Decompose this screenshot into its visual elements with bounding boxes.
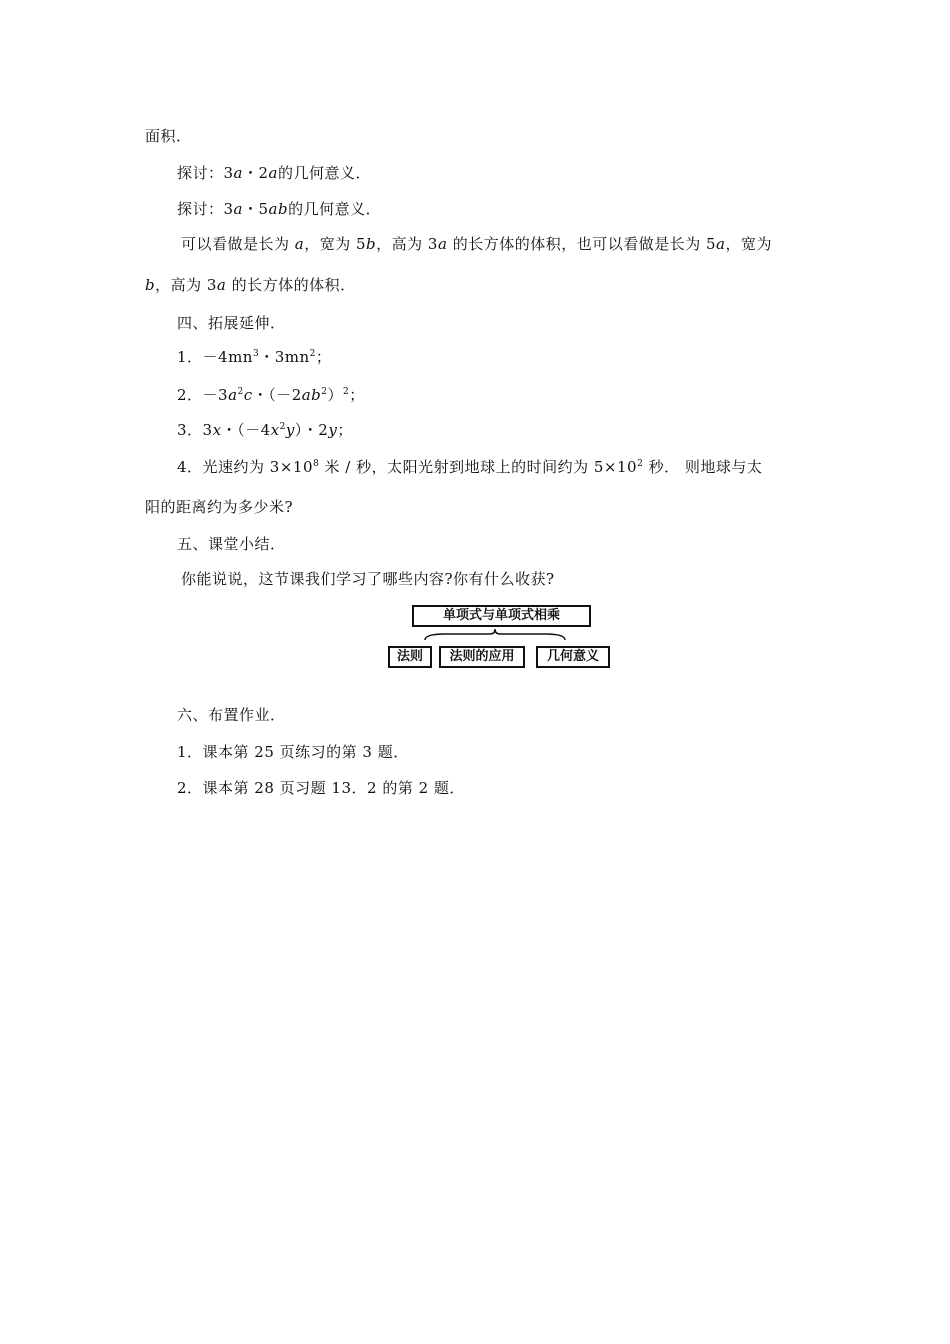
text-line-area: 面积．: [145, 127, 192, 145]
homework-item-2: 2．课本第 28 页习题 13．2 的第 2 题．: [177, 779, 465, 797]
text-line-explore-3a-5ab: 探讨：3a・5ab的几何意义．: [177, 200, 382, 218]
section-heading-summary: 五、课堂小结．: [177, 535, 286, 553]
exercise-3: 3．3x・$(-4x^2y)$・2y；: [177, 421, 353, 439]
diagram-child-application: 法则的应用: [439, 646, 525, 668]
text-line-volume-explanation-cont: b，高为 3a 的长方体的体积．: [145, 276, 356, 294]
diagram-root-box: 单项式与单项式相乘: [412, 605, 591, 627]
summary-concept-diagram: [385, 600, 605, 670]
diagram-child-geometry: 几何意义: [536, 646, 610, 668]
section-heading-homework: 六、布置作业．: [177, 706, 286, 724]
exercise-4: 4．光速约为 $3\times 10^8$ 米 / 秒，太阳光射到地球上的时间约为 $5\times 10^2$ 秒． 则地球与太: [177, 458, 763, 476]
diagram-child-rule: 法则: [388, 646, 432, 668]
section-heading-extension: 四、拓展延伸．: [177, 314, 286, 332]
exercise-4-cont: 阳的距离约为多少米?: [145, 498, 294, 516]
text-line-explore-3a-2a: 探讨：3a・2a的几何意义．: [177, 164, 372, 182]
summary-question: 你能说说，这节课我们学习了哪些内容?你有什么收获?: [181, 570, 555, 588]
homework-item-1: 1．课本第 25 页练习的第 3 题．: [177, 743, 409, 761]
diagram-brace: [385, 626, 605, 646]
exercise-1: 1．$-4mn^3$・$3mn^2$；: [177, 348, 332, 366]
exercise-2: 2．$-3a^2c$・$(-2ab^2)^2$；: [177, 386, 365, 404]
text-line-volume-explanation: 可以看做是长为 a，宽为 5b，高为 3a 的长方体的体积，也可以看做是长为 5a，宽为: [181, 235, 772, 253]
